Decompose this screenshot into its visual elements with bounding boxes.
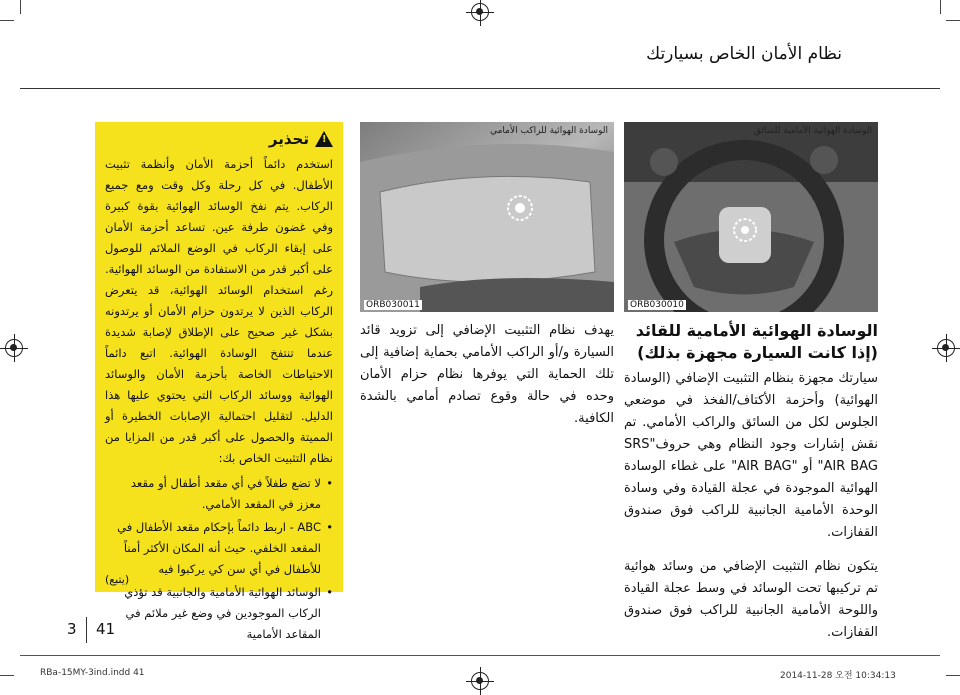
continued-label: (يتبع) bbox=[105, 573, 130, 586]
registration-mark-right bbox=[937, 339, 955, 357]
header-rule bbox=[20, 88, 940, 89]
driver-airbag-photo bbox=[624, 122, 878, 312]
registration-mark-left bbox=[5, 339, 23, 357]
warning-body: استخدم دائماً أحزمة الأمان وأنظمة تثبيت الأطفال. في كل رحلة وكل وقت ومع جميع الركاب. يتم نفخ الوسائد الهوائية بقوة كبيرة وفي غضون طرفة عين. تساعد أحزمة الأمان على إبقاء الركاب في الوضع الملائم للوصول على أكبر قدر من الاستفادة من الوسائد الهوائية. رغم استخدام الوسائد الهوائية، قد يتعرض الركاب الذين لا يرتدون حزام الأمان أو يرتدونه بشكل غير صحيح على الإطلاق لإصابة شديدة عندما تنتفخ الوسادة الهوائية. اتبع دائماً الاحتياطات الخاصة بأحزمة الأمان والوسائد الهوائية ووسائد الركاب التي يحتوي عليها هذا الدليل. لتقليل احتمالية الإصابات الخطيرة أو المميتة والحصول على أكبر قدر من المزايا من نظام التثبيت الخاص بك: bbox=[105, 157, 333, 465]
section-subtitle: (إذا كانت السيارة مجهزة بذلك) bbox=[637, 343, 878, 362]
photo-caption: الوسادة الهوائية للراكب الأمامي bbox=[490, 126, 608, 136]
section-title: الوسادة الهوائية الأمامية للقائد bbox=[635, 321, 878, 340]
figure-code: ORB030010 bbox=[630, 300, 684, 310]
warning-list bbox=[105, 473, 333, 645]
print-slug-date: 2014-11-28 오전 10:34:13 bbox=[780, 671, 896, 681]
steering-wheel-illustration bbox=[624, 122, 878, 312]
crop-mark bbox=[946, 20, 960, 21]
registration-mark-top bbox=[471, 3, 489, 21]
page-number: 41 bbox=[96, 620, 116, 638]
crop-mark bbox=[946, 675, 960, 676]
photo-caption: الوسادة الهوائية الأمامية للسائق bbox=[753, 126, 872, 136]
warning-title: تحذير bbox=[268, 130, 309, 148]
crop-mark bbox=[20, 0, 21, 14]
driver-airbag-paragraph-1: سيارتك مجهزة بنظام التثبيت الإضافي (الوسادة الهوائية) وأحزمة الأكتاف/الفخذ في موضعي الجلوس لكل من السائق والراكب الأمامي. تم نقش إشارات وجود النظام وهي حروف"SRS AIR BAG" أو "AIR BAG" على غطاء الوسادة الهوائية الموجودة في عجلة القيادة وفي وسادة الوحدة الأمامية الجانبية للراكب فوق صندوق القفازات. bbox=[624, 371, 878, 540]
driver-airbag-paragraph-2: يتكون نظام التثبيت الإضافي من وسائد هوائية تم تركيبها تحت الوسائد في وسط عجلة القيادة واللوحة الأمامية الجانبية للراكب فوق صندوق القفازات. bbox=[624, 559, 878, 640]
crop-mark bbox=[940, 0, 941, 14]
warning-list-item: • الوسائد الهوائية الأمامية والجانبية قد تؤذي الركاب الموجودين في وضع غير ملائم في المقاعد الأمامية bbox=[105, 582, 333, 645]
chapter-number: 3 bbox=[67, 620, 77, 638]
footer-rule bbox=[20, 655, 940, 656]
page-header-title: نظام الأمان الخاص بسيارتك bbox=[646, 44, 842, 64]
passenger-airbag-paragraph: يهدف نظام التثبيت الإضافي إلى تزويد قائد السيارة و/أو الراكب الأمامي بحماية إضافية إلى تلك الحماية التي يوفرها نظام حزام الأمان وحده في حالة وقوع تصادم أمامي بالشدة الكافية. bbox=[360, 323, 614, 426]
warning-triangle-icon: ! bbox=[315, 131, 333, 147]
warning-heading bbox=[105, 130, 333, 148]
crop-mark bbox=[0, 675, 14, 676]
warning-list-item: • ABC - اربط دائماً بإحكام مقعد الأطفال في المقعد الخلفي. حيث أنه المكان الأكثر أمناً للأطفال في أي سن كي يركبوا فيه bbox=[105, 517, 333, 580]
warning-list-item: • لا تضع طفلاً في أي مقعد أطفال أو مقعد معزز في المقعد الأمامي. bbox=[105, 473, 333, 515]
figure-code: ORB030011 bbox=[366, 300, 420, 310]
crop-mark bbox=[0, 20, 14, 21]
page-number-divider bbox=[86, 617, 87, 643]
print-slug-file: RBa-15MY-3ind.indd 41 bbox=[40, 668, 145, 678]
registration-mark-bottom bbox=[471, 672, 489, 690]
dashboard-illustration bbox=[360, 122, 614, 312]
driver-airbag-section bbox=[624, 320, 878, 644]
passenger-airbag-photo bbox=[360, 122, 614, 312]
